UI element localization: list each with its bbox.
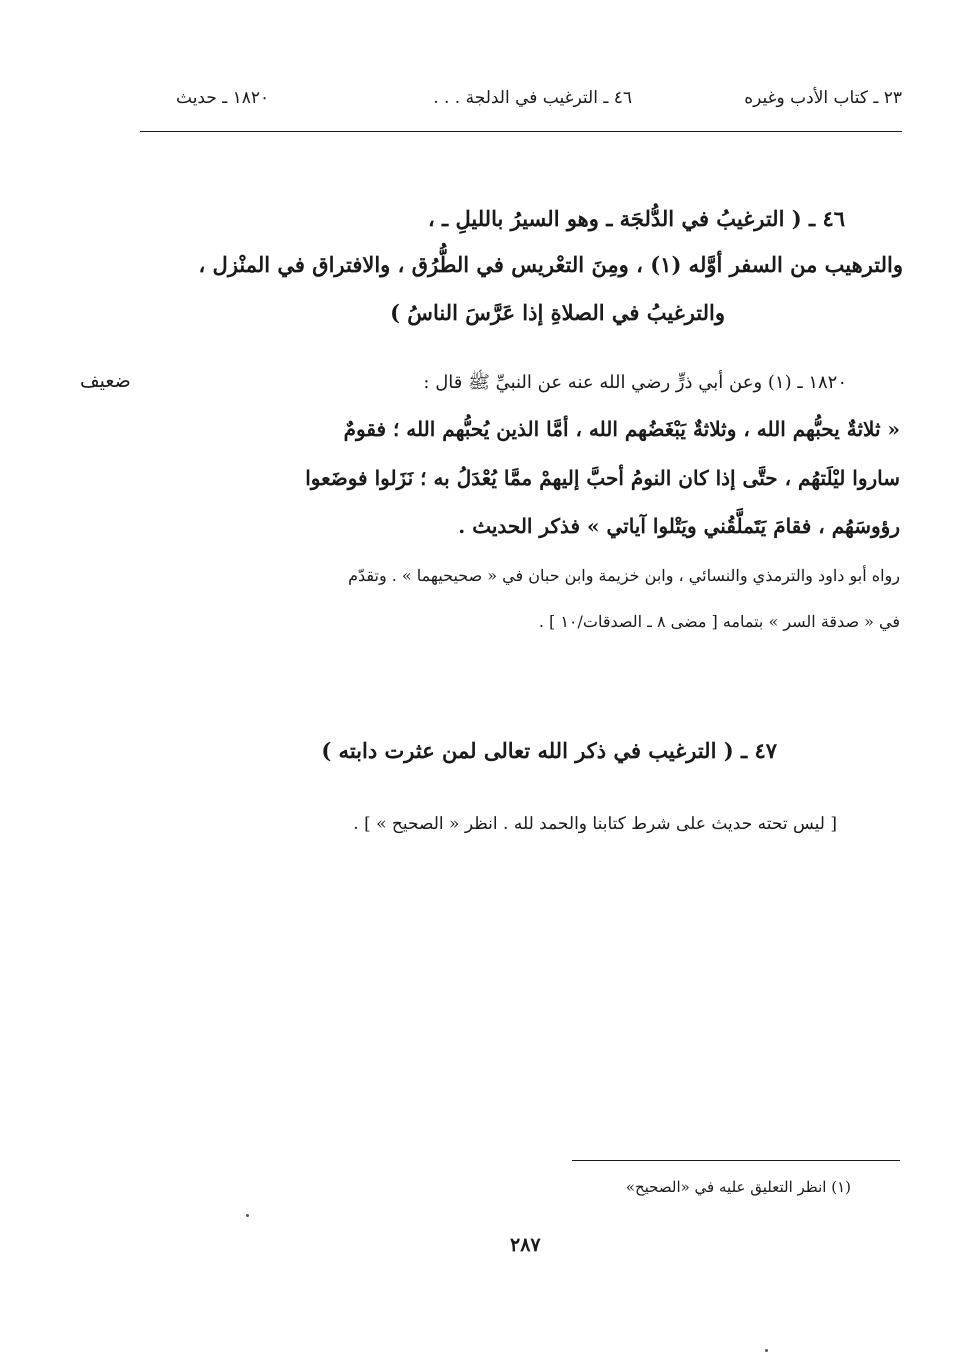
chapter-46-title-line-3: والترغيبُ في الصلاةِ إذا عَرَّسَ الناسُ ) <box>390 300 725 325</box>
print-speck <box>246 1214 249 1217</box>
hadith-source-line-2: في « صدقة السر » بتمامه [ مضى ٨ ـ الصدقات/١٠ ] . <box>538 612 900 631</box>
footnote: (١) انظر التعليق عليه في «الصحيح» <box>625 1178 851 1196</box>
chapter-47-title: ٤٧ ـ ( الترغيب في ذكر الله تعالى لمن عثرت دابته ) <box>321 738 777 763</box>
header-rule <box>140 131 902 132</box>
hadith-intro: ١٨٢٠ ـ (١) وعن أبي ذرٍّ رضي الله عنه عن النبيِّ ﷺ قال : <box>423 372 847 393</box>
hadith-source-line-1: رواه أبو داود والترمذي والنسائي ، وابن خزيمة وابن حبان في « صحيحيهما » . وتقدّم <box>348 566 900 585</box>
hadith-text-line-2: ساروا ليْلَتهُم ، حتَّى إذا كان النومُ أحبَّ إليهمْ ممَّا يُعْدَلُ به ؛ نَزَلوا فوضَعوا <box>305 466 900 490</box>
hadith-grade-label: ضعيف <box>80 370 131 392</box>
chapter-46-title-line-1: ٤٦ ـ ( الترغيبُ في الدُّلجَة ـ وهو السيرُ بالليلِ ـ ، <box>427 206 845 231</box>
print-speck <box>765 1349 768 1352</box>
chapter-46-title-line-2: والترهيب من السفر أوَّله (١) ، ومِنَ التعْريس في الطُّرُق ، والافتراق في المنْزل ، <box>198 252 903 277</box>
footnote-rule <box>572 1160 900 1161</box>
hadith-text-line-1: « ثلاثةٌ يحبُّهم الله ، وثلاثةٌ يَبْغَضُهم الله ، أمَّا الذين يُحبُّهم الله ؛ فقومٌ <box>343 417 900 441</box>
running-head-book-title: ٢٣ ـ كتاب الأدب وغيره <box>744 88 902 108</box>
running-head <box>140 88 902 116</box>
chapter-47-note: [ ليس تحته حديث على شرط كتابنا والحمد لله . انظر « الصحيح » ] . <box>353 814 837 834</box>
hadith-text-line-3: رؤوسَهُم ، فقامَ يَتَملَّقُني ويَتْلوا آياتي » فذكر الحديث . <box>458 514 900 538</box>
page-number: ٢٨٧ <box>510 1234 541 1256</box>
running-head-chapter: ٤٦ ـ الترغيب في الدلجة . . . <box>433 88 632 108</box>
running-head-hadith-number: ١٨٢٠ ـ حديث <box>176 88 270 108</box>
